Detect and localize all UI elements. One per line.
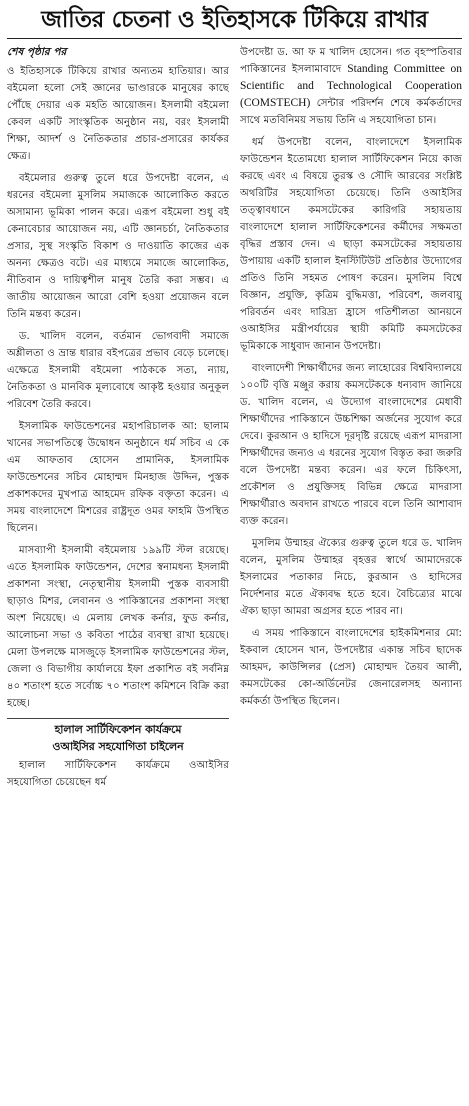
left-paragraph-6: হালাল সার্টিফিকেশন কার্যক্রমে ওআইসির সহযোগিতা চেয়েছেন ধর্ম	[7, 760, 229, 788]
left-paragraph-1: ও ইতিহাসকে টিকিয়ে রাখার অন্যতম হাতিয়ার। আর বইমেলা হলো সেই জ্ঞানের ভাণ্ডারকে মানুষের কাছে পৌঁছে দেয়ার এক মহতি আয়োজন। ইসলামী বইমেলা কেবল একটি সাংস্কৃতিক অনুষ্ঠান নয়, বরং ইসলামী শিক্ষা, আদর্শ ও নৈতিকতার প্রচার-প্রসারের কার্যকর ক্ষেত্র।	[7, 66, 229, 162]
right-column	[240, 44, 462, 796]
left-paragraph-3: ড. খালিদ বলেন, বর্তমান ভোগবাদী সমাজে অশ্লীলতা ও ভ্রান্ত ধারার বইপত্রের প্রভাব বেড়ে চলেছে। এক্ষেত্রে ইসলামী বইমেলা পাঠককে সত্য, ন্যায়, নৈতিকতা ও মানবিক মূল্যবোধে আকৃষ্ট হওয়ার অনুকূল পরিবেশ তৈরি করবে।	[7, 331, 229, 410]
comstech-english-name: Standing Committee on Scientific and Technological Cooperation (COMSTECH)	[240, 63, 462, 109]
right-paragraph-2: ধর্ম উপদেষ্টা বলেন, বাংলাদেশে ইসলামিক ফাউন্ডেশন ইতোমধ্যে হালাল সার্টিফিকেশন নিয়ে কাজ করছে এবং এ বিষয়ে তুরস্ক ও সৌদি আরবের সংশ্লিষ্ট অথরিটির সহযোগিতা চেয়েছে। তিনি ওআইসির তত্ত্বাবধানে কমসটেকের কারিগরি সহায়তায় বাংলাদেশে হালাল সার্টিফিকেশনের কর্মীদের সক্ষমতা বৃদ্ধির প্রস্তাব দেন। এ ছাড়া কমসটেকের সহায়তায় উপায়ায় একটি হালাল ইনস্টিটিউট প্রতিষ্ঠার উদ্যোগের প্রতিও তিনি সহমত পোষণ করেন। মুসলিম বিশ্বে বিজ্ঞান, প্রযুক্তি, কৃত্রিম বুদ্ধিমত্তা, পরিবেশ, জলবায়ু পরিবর্তন এবং দারিদ্র্য হ্রাসে গতিশীলতা আনয়নে ওআইসির মন্ত্রীপর্যায়ের স্থায়ী কমিটি কমসটেকের ভূমিকাকে সাধুবাদ জানান উপদেষ্টা।	[240, 137, 462, 352]
article-columns	[7, 44, 462, 796]
right-paragraph-5: এ সময় পাকিস্তানে বাংলাদেশের হাইকমিশনার মো: ইকবাল হোসেন খান, উপদেষ্টার একান্ত সচিব ছাদেক আহমদ, কাউন্সিলর (প্রেস) মোহাম্মদ তৈয়ব আলী, কমসটেকের কো-অর্ডিনেটর জেনারেলসহ অন্যান্য কর্মকর্তা উপস্থিত ছিলেন।	[240, 628, 462, 707]
right-paragraph-4: মুসলিম উম্মাহর ঐক্যের গুরুত্ব তুলে ধরে ড. খালিদ বলেন, মুসলিম উম্মাহর বৃহত্তর স্বার্থে আমাদেরকে ইসলামের পতাকার নিচে, কুরআন ও হাদিসের নির্দেশনার মতে ঐক্যবদ্ধ হতে হবে। বৈচিত্র্যের মাঝে ঐক্য ছাড়া আমরা অগ্রসর হতে পারব না।	[240, 538, 462, 617]
left-paragraph-4: ইসলামিক ফাউন্ডেশনের মহাপরিচালক আ: ছালাম খানের সভাপতিত্বে উদ্বোধন অনুষ্ঠানে ধর্ম সচিব এ কে এম আফতাব হোসেন প্রামানিক, ইসলামিক ফাউন্ডেশনের সচিব মোহাম্মদ মিনহাজ উদ্দিন, পুস্তক প্রকাশকদের মুখপাত্র আহমেদ রফিক বক্তৃতা করেন। এ সময় বাংলাদেশে মিশরের রাষ্ট্রদূত ওমর ফাহমি উপস্থিত ছিলেন।	[7, 421, 229, 534]
right-paragraph-1-end: সেন্টার পরিদর্শন শেষে কর্মকর্তাদের সাথে মতবিনিময় সভায় তিনি এ সহযোগিতা চান।	[240, 98, 462, 126]
headline: জাতির চেতনা ও ইতিহাসকে টিকিয়ে রাখার	[7, 5, 462, 39]
subheading-line-1: হালাল সার্টিফিকেশন কার্যক্রমে	[54, 723, 182, 736]
right-paragraph-1-start: উপদেষ্টা ড. আ ফ ম খালিদ হোসেন। গত বৃহস্পতিবার পাকিস্তানের ইসলামাবাদে	[240, 47, 462, 75]
subheading-line-2: ওআইসির সহযোগিতা চাইলেন	[52, 740, 184, 753]
left-paragraph-2: বইমেলার গুরুত্ব তুলে ধরে উপদেষ্টা বলেন, এ ধরনের বইমেলা মুসলিম সমাজকে আলোকিত করতে অসামান্য ভূমিকা পালন করে। এরূপ বইমেলা শুধু বই কেনাবেচার আয়োজন নয়, এটি জ্ঞানচর্চা, নৈতিকতার প্রসার, সুস্থ সংস্কৃতি বিকাশ ও দাওয়াতি কাজের এক অনন্য ক্ষেত্রও বটে। এর মাধ্যমে সমাজে আলোকিত, নীতিবান ও দায়িত্বশীল মানুষ তৈরি করা সম্ভব। এ জাতীয় আয়োজন আরো বেশি হওয়া প্রয়োজন বলে তিনি মন্তব্য করেন।	[7, 173, 229, 320]
left-column	[7, 44, 229, 796]
right-paragraph-3: বাংলাদেশী শিক্ষার্থীদের জন্য লাহোরের বিশ্ববিদ্যালয়ে ১০০টি বৃত্তি মঞ্জুর করায় কমসটেককে ধন্যবাদ জানিয়ে ড. খালিদ বলেন, এ উদ্যোগ বাংলাদেশের মেধাবী শিক্ষার্থীদের পাকিস্তানে উচ্চশিক্ষা অর্জনের সুযোগ করে দেবে। কুরআন ও হাদিসে দূরদৃষ্টি রয়েছে এরূপ মাদরাসা শিক্ষার্থীদের জন্যও এ ধরনের সুযোগ বিস্তৃত করা জরুরি বলে উপদেষ্টা মন্তব্য করেন। এর ফলে চিকিৎসা, প্রকৌশল ও প্রযুক্তিসহ বিভিন্ন ক্ষেত্রে মাদরাসা শিক্ষার্থীরাও অবদান রাখতে পারবে বলে তিনি আশাবাদ ব্যক্ত করেন।	[240, 363, 462, 527]
subheading	[7, 718, 229, 755]
left-paragraph-5: মাসব্যাপী ইসলামী বইমেলায় ১৯৯টি স্টল রয়েছে। এতে ইসলামিক ফাউন্ডেশন, দেশের স্বনামধন্য ইসলামী প্রকাশনা সংস্থা, নেতৃস্থানীয় ইসলামী পুস্তক ব্যবসায়ী ছাড়াও মিশর, লেবানন ও পাকিস্তানের প্রকাশনা সংস্থা অংশ নিয়েছে। এ মেলায় লেখক কর্নার, ফুড কর্নার, আলোচনা সভা ও কবিতা পাঠের ব্যবস্থা রাখা হয়েছে। মেলা উপলক্ষে মাসজুড়ে ইসলামিক ফাউন্ডেশনের স্টল, জেলা ও বিভাগীয় কার্যালয়ে ইফা প্রকাশিত বই সর্বনিম্ন ৪০ শতাংশ হতে সর্বোচ্চ ৭০ শতাংশ কমিশনে বিক্রি করা হচ্ছে।	[7, 545, 229, 709]
right-paragraph-1	[240, 44, 462, 129]
continuation-kicker: শেষ পৃষ্ঠার পর	[7, 46, 67, 58]
